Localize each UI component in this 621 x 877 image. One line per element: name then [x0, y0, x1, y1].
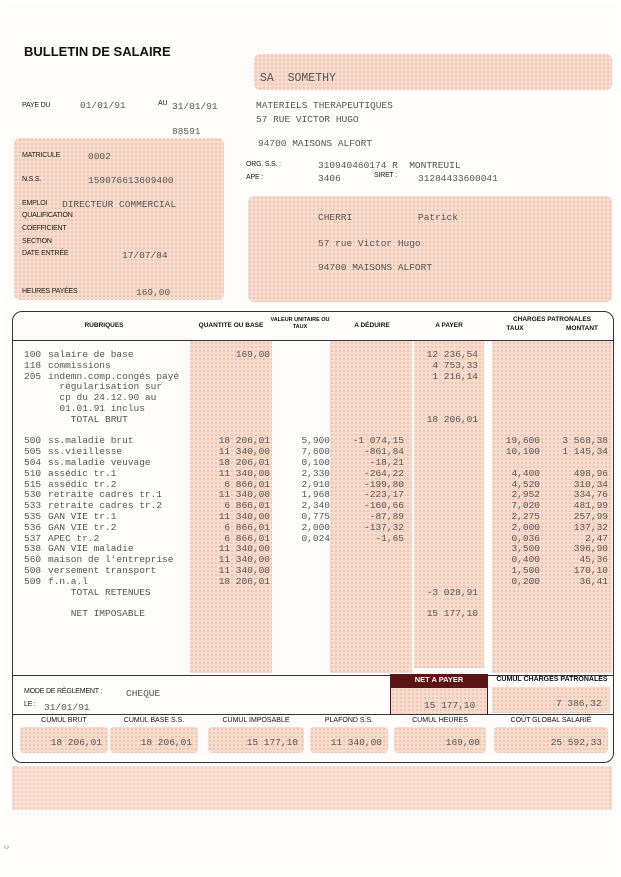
cumul-label: PLAFOND S.S. [324, 717, 374, 724]
row-code: 538 [24, 543, 42, 555]
net-label: NET A PAYER [414, 675, 464, 684]
header-valeur: VALEUR UNITAIRE OU TAUX [270, 317, 330, 330]
row-deduire: -861,84 [364, 446, 404, 458]
row-charges-montant: 396,90 [573, 543, 608, 555]
row-label: TOTAL RETENUES [48, 586, 151, 598]
row-charges-taux: 2,000 [511, 521, 540, 533]
row-payer: 4 753,33 [432, 359, 478, 371]
period-to: 31/01/91 [172, 101, 218, 112]
row-code: 505 [24, 446, 42, 458]
margin-print: C [4, 845, 11, 849]
row-taux: 2,000 [301, 521, 330, 533]
cumuls-divider [13, 714, 613, 715]
row-label: APEC tr.2 [48, 532, 100, 544]
row-label: retraite cadres tr.2 [48, 500, 163, 512]
reference-number: 88591 [172, 126, 201, 137]
row-code: 515 [24, 478, 42, 490]
row-code: 510 [24, 467, 42, 479]
header-montant: MONTANT [565, 325, 598, 332]
header-rubriques: RUBRIQUES [84, 322, 124, 329]
row-label: TOTAL BRUT [48, 413, 128, 425]
row-deduire: -18,21 [369, 457, 404, 468]
net-value: 15 177,10 [424, 700, 476, 711]
cumul-charges-label: CUMUL CHARGES PATRONALES [496, 676, 608, 683]
row-charges-montant: 2,47 [585, 532, 608, 544]
row-taux: 2,910 [301, 478, 330, 490]
row-charges-montant: 481,99 [573, 500, 608, 512]
row-deduire: -1,65 [375, 532, 404, 544]
row-charges-taux: 0,400 [511, 554, 540, 566]
cumul-value: 169,00 [445, 737, 480, 748]
row-charges-montant: 45,36 [579, 554, 608, 566]
le-value: 31/01/91 [44, 702, 90, 713]
row-base: 11 340,00 [218, 446, 270, 458]
employer-line2: 57 RUE VICTOR HUGO [256, 114, 359, 125]
row-charges-montant: 257,99 [573, 511, 608, 522]
row-code: 536 [24, 521, 42, 533]
row-code: 560 [24, 554, 42, 566]
row-label: GAN VIE maladie [48, 543, 134, 555]
row-charges-montant: 498,96 [573, 467, 608, 479]
row-base: 11 340,00 [218, 565, 270, 576]
row-code: 537 [24, 532, 42, 544]
row-charges-montant: 3 568,38 [562, 435, 608, 447]
ape-value: 3406 [318, 173, 341, 184]
cumul-label: COÛT GLOBAL SALARIÉ [510, 717, 592, 724]
row-label: GAN VIE tr.1 [48, 511, 117, 522]
row-deduire: -87,89 [369, 511, 404, 522]
row-label: versement transport [48, 565, 157, 576]
row-base: 18 206,01 [218, 457, 270, 468]
period-from-label: PAYE DU [22, 102, 51, 109]
row-code: 509 [24, 575, 42, 587]
row-taux: 0,100 [301, 457, 330, 468]
employer-name: SA SOMETHY [260, 72, 336, 85]
row-taux: 0,024 [301, 532, 330, 544]
row-label: assédic tr.2 [48, 478, 117, 490]
urssaf-value: 310940460174 R MONTREUIL [318, 160, 461, 171]
heures-label: HEURES PAYÉES [22, 288, 78, 295]
matricule-label: MATRICULE [22, 152, 61, 159]
row-label: régularisation sur [48, 381, 163, 393]
row-label: salaire de base [48, 349, 134, 360]
header-payer: A PAYER [435, 322, 463, 329]
row-charges-montant: 334,76 [573, 489, 608, 501]
row-charges-montant: 170,10 [573, 565, 608, 576]
employee-last-name: CHERRI [318, 212, 353, 223]
row-base: 6 866,01 [224, 500, 270, 512]
employee-first-name: Patrick [418, 212, 458, 223]
row-label: 01.01.91 inclus [48, 403, 145, 414]
row-base: 169,00 [235, 349, 270, 360]
header-taux: TAUX [506, 325, 524, 332]
row-charges-taux: 2,275 [511, 511, 540, 522]
row-charges-taux: 3,500 [511, 543, 540, 555]
emploi-label: EMPLOI [22, 200, 48, 207]
siret-value: 31284433600041 [418, 173, 498, 184]
matricule-value: 0002 [88, 151, 111, 162]
row-base: 18 206,01 [218, 575, 270, 587]
row-taux: 2,330 [301, 467, 330, 479]
row-charges-taux: 7,020 [511, 500, 540, 512]
row-label: ss.maladie veuvage [48, 457, 151, 468]
ape-label: APE : [246, 174, 263, 181]
row-taux: 7,600 [301, 446, 330, 458]
row-code: 530 [24, 489, 42, 501]
row-taux: 1,968 [301, 489, 330, 501]
qualification-label: QUALIFICATION [22, 212, 73, 219]
cumul-value: 18 206,01 [140, 737, 192, 748]
row-deduire: -1 074,15 [352, 435, 404, 447]
row-base: 18 206,01 [218, 435, 270, 447]
row-payer: 12 236,54 [426, 349, 478, 360]
row-deduire: -160,66 [364, 500, 404, 512]
cumul-value: 18 206,01 [50, 737, 102, 748]
heures-value: 169,00 [136, 287, 171, 298]
date-entree-label: DATE ENTRÉE [22, 250, 69, 257]
row-base: 6 866,01 [224, 532, 270, 544]
cumul-label: CUMUL BRUT [41, 717, 87, 724]
emploi-value: DIRECTEUR COMMERCIAL [62, 199, 177, 210]
row-label: f.n.a.l [48, 575, 88, 587]
row-code: 504 [24, 457, 42, 468]
row-code: 118 [24, 359, 42, 371]
payslip-page [4, 4, 616, 874]
row-deduire: -199,80 [364, 478, 404, 490]
row-code: 205 [24, 370, 42, 382]
period-from: 01/01/91 [80, 100, 126, 111]
header-quantite: QUANTITE OU BASE [198, 322, 264, 329]
row-label: cp du 24.12.90 au [48, 392, 157, 404]
row-charges-montant: 1 145,34 [562, 446, 608, 458]
row-code: 500 [24, 435, 42, 447]
mode-value: CHEQUE [126, 688, 161, 699]
cumul-charges-value: 7 386,32 [556, 698, 602, 709]
row-base: 11 340,00 [218, 489, 270, 501]
row-deduire: -264,22 [364, 467, 404, 479]
row-base: 11 340,00 [218, 554, 270, 566]
row-charges-montant: 36,41 [579, 575, 608, 587]
row-charges-taux: 19,600 [505, 435, 540, 447]
row-taux: 0,775 [301, 511, 330, 522]
row-deduire: -223,17 [364, 489, 404, 501]
row-taux: 5,900 [301, 435, 330, 447]
date-entree-value: 17/07/84 [122, 250, 168, 261]
employee-info-panel [14, 138, 224, 300]
le-label: LE : [24, 701, 36, 708]
row-base: 6 866,01 [224, 478, 270, 490]
cumul-value: 11 340,00 [330, 737, 382, 748]
document-title: BULLETIN DE SALAIRE [24, 44, 171, 59]
row-label: indemn.comp.congés payé [48, 370, 180, 382]
row-label: commissions [48, 359, 111, 371]
row-label: ss.vieillesse [48, 446, 123, 458]
row-label: NET IMPOSABLE [48, 608, 145, 620]
row-base: 6 866,01 [224, 521, 270, 533]
cumul-label: CUMUL BASE S.S. [123, 717, 185, 724]
row-charges-taux: 4,520 [511, 478, 540, 490]
header-deduire: A DÉDUIRE [354, 322, 390, 329]
nss-value: 159076613609400 [88, 175, 174, 186]
cumul-value: 25 592,33 [550, 737, 602, 748]
employee-address-line2: 94700 MAISONS ALFORT [318, 262, 433, 273]
employee-address-line1: 57 rue Victor Hugo [318, 238, 421, 249]
coefficient-label: COEFFICIENT [22, 225, 67, 232]
row-label: maison de l'entreprise [48, 554, 174, 566]
row-payer: 1 216,14 [432, 370, 478, 382]
row-code: 533 [24, 500, 42, 512]
row-charges-taux: 1,500 [511, 565, 540, 576]
row-label: assédic tr.1 [48, 467, 117, 479]
row-payer: 18 206,01 [426, 413, 478, 425]
cumul-label: CUMUL HEURES [412, 717, 468, 724]
employer-line3: 94700 MAISONS ALFORT [258, 138, 373, 149]
row-payer: 15 177,10 [426, 608, 478, 620]
row-charges-taux: 4,400 [511, 467, 540, 479]
section-label: SECTION [22, 238, 52, 245]
row-label: retraite cadres tr.1 [48, 489, 163, 501]
cumul-value: 15 177,10 [246, 737, 298, 748]
mode-label: MODE DE RÈGLEMENT : [24, 688, 103, 695]
row-charges-taux: 10,100 [505, 446, 540, 458]
header-charges: CHARGES PATRONALES [512, 316, 592, 323]
row-payer: -3 028,91 [426, 586, 478, 598]
row-charges-montant: 310,34 [573, 478, 608, 490]
siret-label: SIRET : [374, 172, 397, 179]
row-base: 11 340,00 [218, 543, 270, 555]
row-charges-taux: 0,036 [511, 532, 540, 544]
cumul-label: CUMUL IMPOSABLE [222, 717, 290, 724]
row-charges-montant: 137,32 [573, 521, 608, 533]
employer-line1: MATERIELS THERAPEUTIQUES [256, 100, 393, 111]
urssaf-label: ORG. S.S. : [246, 161, 281, 168]
row-deduire: -137,32 [364, 521, 404, 533]
period-to-label: AU [158, 100, 168, 107]
row-label: GAN VIE tr.2 [48, 521, 117, 533]
row-charges-taux: 0,200 [511, 575, 540, 587]
nss-label: N.S.S. [22, 176, 42, 183]
row-base: 11 340,00 [218, 467, 270, 479]
row-code: 535 [24, 511, 42, 522]
row-base: 11 340,00 [218, 511, 270, 522]
lower-band [12, 766, 612, 810]
row-code: 508 [24, 565, 42, 576]
row-label: ss.maladie brut [48, 435, 134, 447]
row-charges-taux: 2,952 [511, 489, 540, 501]
row-code: 100 [24, 349, 42, 360]
row-taux: 2,340 [301, 500, 330, 512]
